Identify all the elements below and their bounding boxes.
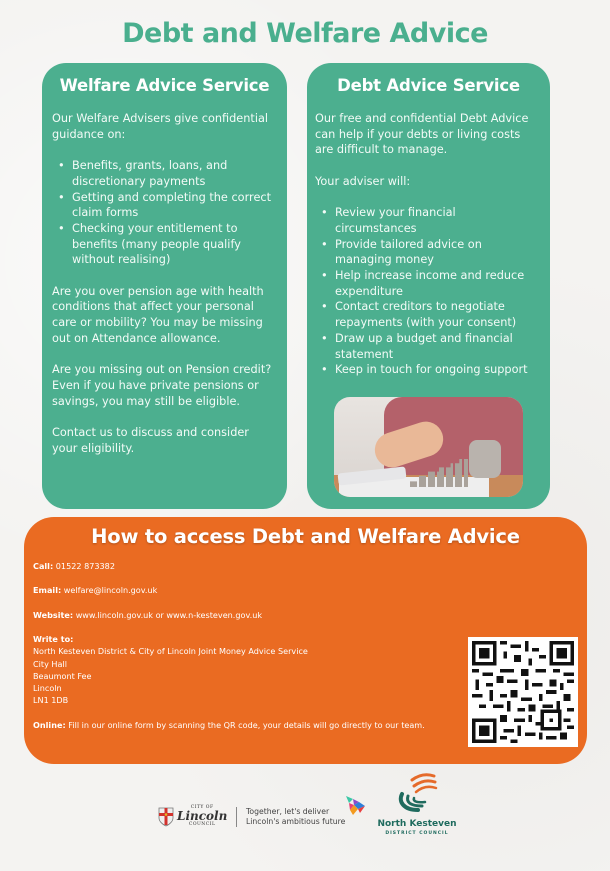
lincoln-city-of: CITY OF <box>190 805 214 810</box>
access-title: How to access Debt and Welfare Advice <box>91 525 520 548</box>
write-to-label: Write to: <box>33 634 74 645</box>
website-label: Website: <box>33 609 74 620</box>
online-label: Online: <box>33 719 66 730</box>
pension-credit-paragraph: Are you missing out on Pension credit? Even if you have private pensions or savings, you may still be eligible. <box>52 363 272 408</box>
phone-number[interactable]: 01522 873382 <box>55 561 115 571</box>
debt-list-item: • Help increase income and reduce expenditure <box>315 268 540 299</box>
debt-list-item: • Contact creditors to negotiate repayments (with your consent) <box>315 299 540 330</box>
qr-code[interactable] <box>468 637 578 747</box>
address-line: Beaumont Fee <box>33 670 92 681</box>
online-row <box>33 719 425 731</box>
north-kesteven-subtitle: DISTRICT COUNCIL <box>385 831 449 836</box>
lincoln-council: COUNCIL <box>188 822 216 827</box>
lincoln-ambition-mark-icon <box>345 795 367 817</box>
address-line: North Kesteven District & City of Lincoln Joint Money Advice Service <box>33 646 308 657</box>
lincoln-name: Lincoln <box>177 809 228 823</box>
welfare-intro: Our Welfare Advisers give confidential guidance on: <box>52 112 269 141</box>
debt-lead: Your adviser will: <box>315 174 411 188</box>
debt-list-item: • Keep in touch for ongoing support <box>315 362 540 378</box>
website-row <box>33 609 425 621</box>
call-label: Call: <box>33 561 54 571</box>
online-text: Fill in our online form by scanning the QR code, your details will go directly to our team. <box>68 719 425 730</box>
address-block <box>33 633 425 706</box>
welfare-list <box>52 158 277 268</box>
welfare-card-body <box>42 111 287 456</box>
email-link[interactable]: welfare@lincoln.gov.uk <box>63 585 158 596</box>
logo-divider <box>236 807 237 827</box>
website-links[interactable]: www.lincoln.gov.uk or www.n-kesteven.gov.uk <box>75 609 263 620</box>
debt-list-item: • Draw up a budget and financial statement <box>315 331 540 362</box>
debt-list-item: • Review your financial circumstances <box>315 205 540 236</box>
welfare-list-item: • Getting and completing the correct claim forms <box>52 190 277 221</box>
city-of-lincoln-logo <box>158 805 238 831</box>
tagline-line-1: Together, let's deliver <box>246 807 330 816</box>
welfare-card-title: Welfare Advice Service <box>59 76 270 95</box>
north-kesteven-logo <box>370 770 460 840</box>
debt-list <box>315 205 540 378</box>
attendance-allowance-paragraph: Are you over pension age with health conditions that affect your personal care or mobility? You may be missing out on Attendance allowance. <box>52 284 264 345</box>
welfare-list-item: • Checking your entitlement to benefits (many people qualify without realising) <box>52 221 277 268</box>
coin-jar-icon <box>469 440 501 478</box>
lincoln-wordmark <box>177 805 227 827</box>
coin-jar-photo <box>334 397 523 497</box>
email-label: Email: <box>33 585 62 596</box>
access-panel <box>24 517 587 764</box>
lincoln-shield-icon <box>158 807 174 827</box>
page-title: Debt and Welfare Advice <box>122 18 488 49</box>
welfare-advice-card <box>42 63 287 509</box>
tagline-line-2: Lincoln's ambitious future <box>246 817 346 826</box>
debt-list-item: • Provide tailored advice on managing money <box>315 237 540 268</box>
address-line: LN1 1DB <box>33 695 69 706</box>
address-line: City Hall <box>33 658 67 669</box>
debt-card-title: Debt Advice Service <box>337 76 520 95</box>
debt-intro: Our free and confidential Debt Advice can help if your debts or living costs are difficult to manage. <box>315 112 529 157</box>
debt-card-body <box>307 111 550 378</box>
lincoln-tagline <box>246 807 345 827</box>
welfare-list-item: • Benefits, grants, loans, and discretionary payments <box>52 158 277 189</box>
access-details <box>33 560 425 743</box>
address-line: Lincoln <box>33 682 62 693</box>
email-row <box>33 584 425 596</box>
call-row <box>33 560 425 572</box>
north-kesteven-swirl-icon <box>392 772 438 814</box>
north-kesteven-name: North Kesteven <box>377 819 457 829</box>
contact-paragraph: Contact us to discuss and consider your eligibility. <box>52 426 249 455</box>
footer-logos <box>0 770 610 845</box>
qr-code-icon <box>472 641 574 743</box>
